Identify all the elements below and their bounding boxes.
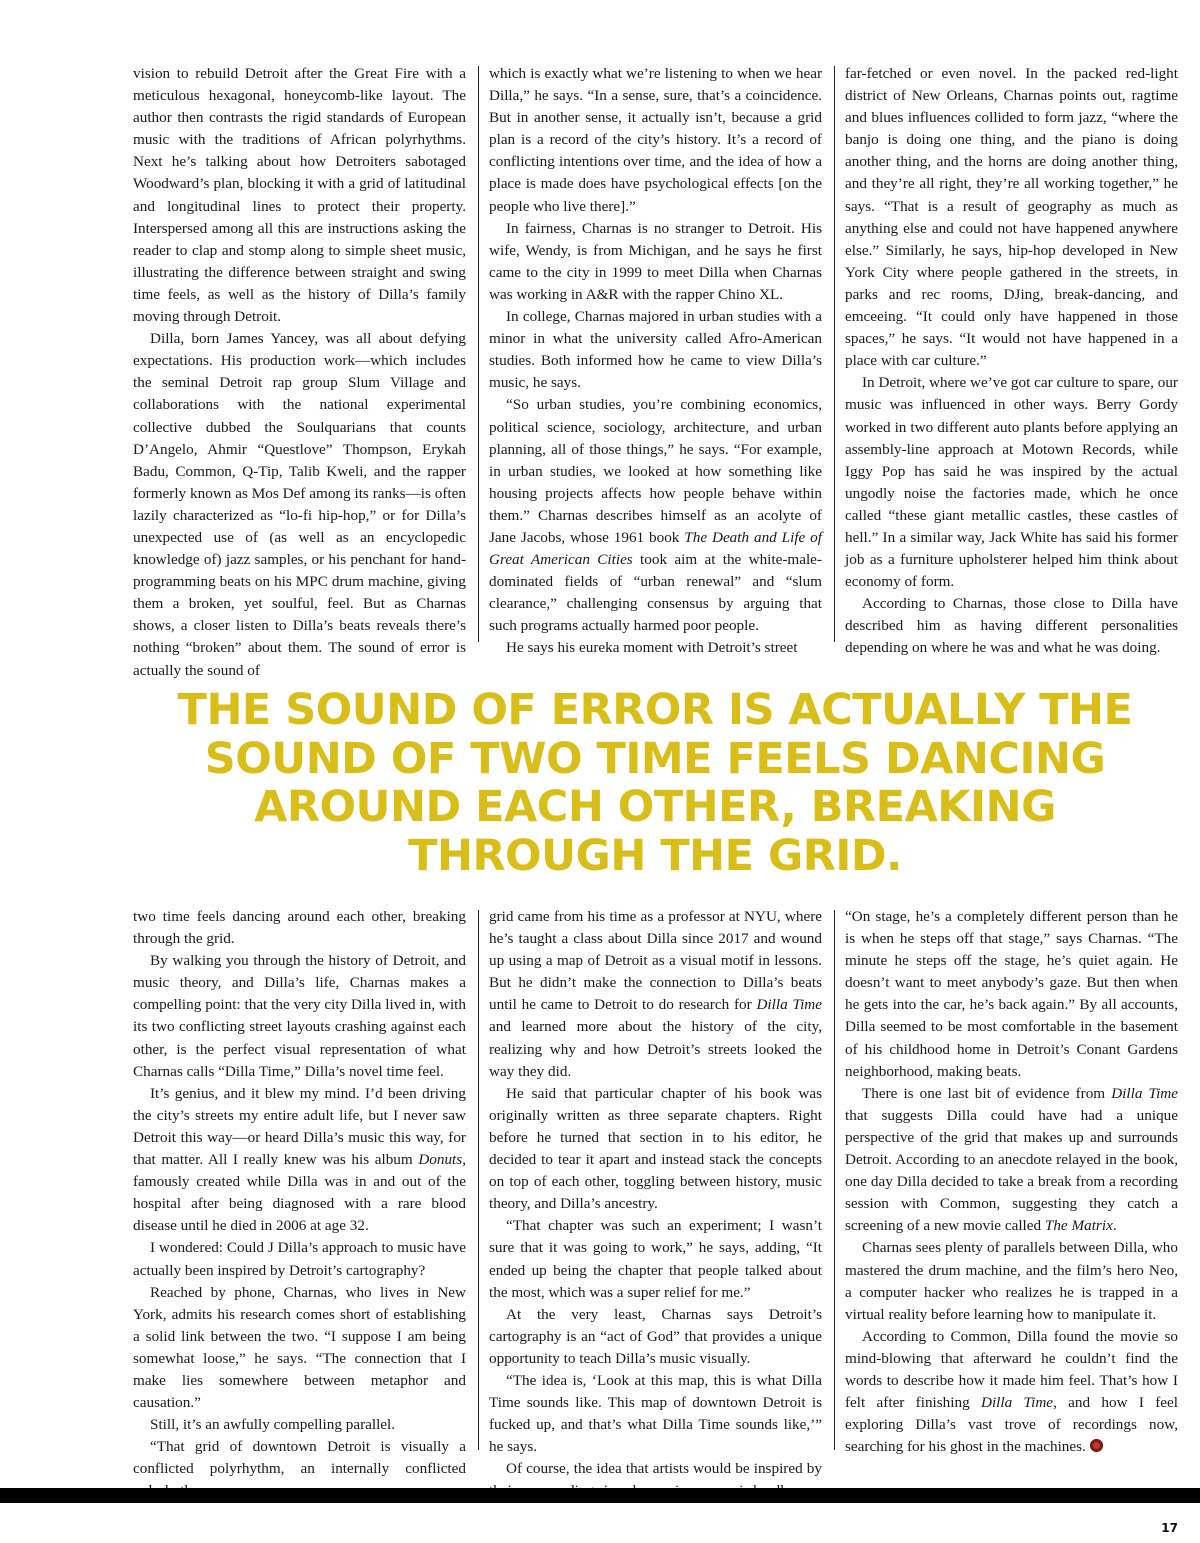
paragraph: At the very least, Charnas says Detroit’s cartography is an “act of God” that provides a unique opportunity to teach Dilla’s music visually. [489, 1305, 822, 1367]
column-divider [478, 910, 479, 1450]
column-divider [478, 66, 479, 642]
column-divider [834, 910, 835, 1450]
paragraph [845, 1326, 1178, 1459]
book-title: Dilla Time [1111, 1084, 1178, 1102]
text-run: , famously created while Dilla was in and out of the hospital after being diagnosed with a rare blood disease until he died in 2006 at age 32. [133, 1151, 466, 1235]
text-run: grid came from his time as a professor at NYU, where he’s taught a class about Dilla since 2017 and wound up using a map of Detroit as a visual motif in lessons. But he didn’t make the connection to Dilla’s beats until he came to Detroit to do research for [489, 908, 822, 1014]
paragraph: According to Charnas, those close to Dilla have described him as having different personalities depending on where he was and what he was doing. [845, 595, 1178, 657]
text-run: It’s genius, and it blew my mind. I’d been driving the city’s streets my entire adult life, but I never saw Detroit this way—or heard Dilla’s music this way, for that matter. All I really knew was his album [133, 1084, 466, 1169]
book-title: The Death and Life of Great American Cities [489, 528, 822, 569]
bottom-column-3 [845, 906, 1178, 1458]
paragraph: Dilla, born James Yancey, was all about defying expectations. His production work—which includes the seminal Detroit rap group Slum Village and collaborations with the national experimental collective dubbed the Soulquarians that counts D’Angelo, Ahmir “Questlove” Thompson, Erykah Badu, Common, Q-Tip, Talib Kweli, and the rapper formerly known as Mos Def among its ranks—is often lazily characterized as “lo-fi hip-hop,” or for Dilla’s unexpected use of (as well as an encyclopedic knowledge of) jazz samples, or his penchant for hand-programming beats on his MPC drum machine, giving them a broken, yet soulful, feel. But as Charnas shows, a closer listen to Dilla’s beats reveals there’s nothing “broken” about them. The sound of error is actually the sound of [133, 330, 466, 679]
paragraph: In Detroit, where we’ve got car culture to spare, our music was influenced in other ways. Berry Gordy worked in two different auto plants before applying an assembly-line approach at Motown Records, while Iggy Pop has said he was inspired by the actual ungodly noise the factories made, which he once called “these giant metallic castles, these castles of hell.” In a similar way, Jack White has said his former job as a furniture upholsterer helped him think about economy of form. [845, 374, 1178, 591]
text-run: There is one last bit of evidence from [862, 1084, 1112, 1102]
movie-title: The Matrix [1044, 1217, 1113, 1235]
paragraph: Charnas sees plenty of parallels between Dilla, who mastered the drum machine, and the film’s hero Neo, a computer hacker who realizes he is trapped in a virtual reality before learning how to manipulate it. [845, 1239, 1178, 1323]
paragraph: two time feels dancing around each other, breaking through the grid. [133, 908, 466, 948]
text-run: “So urban studies, you’re combining economics, political science, sociology, architecture, and urban planning, all of those things,” he says. “For example, in urban studies, we looked at how something like housing projects affects how people behave within them.” Charnas describes himself as an acolyte of Jane Jacobs, whose 1961 book [489, 396, 822, 546]
paragraph: By walking you through the history of Detroit, and music theory, and Dilla’s life, Charnas makes a compelling point: that the very city Dilla lived in, with its two conflicting street layouts crashing against each other, is the perfect visual representation of what Charnas calls “Dilla Time,” Dilla’s novel time feel. [133, 952, 466, 1080]
bottom-column-1 [133, 906, 466, 1503]
bottom-column-2 [489, 906, 822, 1503]
paragraph: which is exactly what we’re listening to when we hear Dilla,” he says. “In a sense, sure, that’s a coincidence. But in another sense, it actually isn’t, because a grid plan is a record of the city’s history. It’s a record of conflicting intentions over time, and the idea of how a place is made does have psychological effects [on the people who live there].” [489, 65, 822, 215]
end-mark-icon [1090, 1439, 1103, 1452]
paragraph [845, 1083, 1178, 1238]
text-run: that suggests Dilla could have had a unique perspective of the grid that makes up and surrounds Detroit. According to an anecdote relayed in the book, one day Dilla decided to take a break from a recording session with Common, suggesting they catch a screening of a new movie called [845, 1106, 1178, 1235]
text-run: According to Common, Dilla found the movie so mind-blowing that afterward he couldn’t find the words to describe how it made him feel. That’s how I felt after finishing [845, 1327, 1178, 1412]
paragraph [489, 906, 822, 1083]
top-column-1 [133, 63, 466, 682]
paragraph: In fairness, Charnas is no stranger to Detroit. His wife, Wendy, is from Michigan, and he says he first came to the city in 1999 to meet Dilla when Charnas was working in A&R with the rapper Chino XL. [489, 219, 822, 303]
paragraph [489, 394, 822, 637]
book-title: Dilla Time [980, 1394, 1054, 1412]
paragraph: He said that particular chapter of his book was originally written as three separate chapters. Right before he turned that section in to his editor, he decided to tear it apart and instead stack the concepts on top of each other, toggling between history, music theory, and Dilla’s ancestry. [489, 1084, 822, 1213]
paragraph: Of course, the idea that artists would be inspired by [506, 1460, 822, 1478]
page-number: 17 [1161, 1521, 1178, 1535]
footer-bar [0, 1488, 1200, 1503]
text-run: and learned more about the history of the city, realizing why and how Detroit’s streets looked the way they did. [489, 1018, 822, 1080]
paragraph: Reached by phone, Charnas, who lives in New York, admits his research comes short of establishing a solid link between the two. “I suppose I am being somewhat loose,” he says. “The connection that I make lies somewhere between metaphor and causation.” [133, 1283, 466, 1412]
paragraph: “That chapter was such an experiment; I wasn’t sure that it was going to work,” he says, adding, “It ended up being the chapter that people talked about the most, which was a super relief for me.” [489, 1217, 822, 1301]
paragraph: Still, it’s an awfully compelling parallel. [150, 1416, 396, 1434]
book-title: Dilla Time [756, 996, 822, 1014]
paragraph: “That grid of downtown Detroit is visually a conflicted polyrhythm, an internally conflicted [133, 1438, 466, 1478]
paragraph: far-fetched or even novel. In the packed red-light district of New Orleans, Charnas points out, ragtime and blues influences collided to form jazz, “where the banjo is doing one thing, and the piano is doing another thing, and the horns are doing another thing, and they’re all right, they’re all working together,” he says. “That is a result of geography as much as anything else and could not have happened anywhere else.” Similarly, he says, hip-hop developed in New York City where people gathered in the streets, in parks and rec rooms, DJing, break-dancing, and emceeing. “It could only have happened in those spaces,” he says. “It would not have happened in a place with car culture.” [845, 65, 1178, 370]
paragraph: I wondered: Could J Dilla’s approach to music have actually been inspired by Detroit’s cartography? [133, 1239, 466, 1279]
text-run: , and how I feel exploring Dilla’s vast trove of recordings now, searching for his ghost in the machines. [845, 1394, 1178, 1456]
text-run: . [1112, 1217, 1117, 1235]
paragraph: “The idea is, ‘Look at this map, this is what Dilla Time sounds like. This map of downtown Detroit is fucked up, and that’s what Dilla Time sounds like,’” he says. [489, 1371, 822, 1456]
text-run: took aim at the white-male-dominated fields of “urban renewal” and “slum clearance,” challenging consensus by arguing that such programs actually harmed poor people. [489, 551, 822, 635]
column-divider [834, 66, 835, 642]
paragraph [133, 1083, 466, 1238]
paragraph: vision to rebuild Detroit after the Great Fire with a meticulous hexagonal, honeycomb-like layout. The author then contrasts the rigid standards of European music with the traditions of African polyrhythms. Next he’s talking about how Detroiters sabotaged Woodward’s plan, blocking it with a grid of latitudinal and longitudinal lines to protect their property. Interspersed among all this are instructions asking the reader to clap and stomp along to simple sheet music, illustrating the difference between straight and swing time feels, as well as the history of Dilla’s family moving through Detroit. [133, 65, 466, 326]
paragraph: In college, Charnas majored in urban studies with a minor in what the university called Afro-American studies. Both informed how he came to view Dilla’s music, he says. [489, 308, 822, 392]
album-title: Donuts [418, 1151, 463, 1169]
top-column-3 [845, 63, 1178, 660]
pull-quote: THE SOUND OF ERROR IS ACTUALLY THE SOUND OF TWO TIME FEELS DANCING AROUND EACH OTHER, BREAKING THROUGH THE GRID. [177, 685, 1133, 881]
paragraph: “On stage, he’s a completely different person than he is when he steps off that stage,” says Charnas. “The minute he steps off the stage, he’s quiet again. He doesn’t want to meet anybody’s gaze. But then when he gets into the car, he’s back again.” By all accounts, Dilla seemed to be most comfortable in the basement of his childhood home in Detroit’s Conant Gardens neighborhood, making beats. [845, 908, 1178, 1080]
paragraph: He says his eureka moment with Detroit’s street [506, 639, 798, 657]
top-column-2 [489, 63, 822, 660]
